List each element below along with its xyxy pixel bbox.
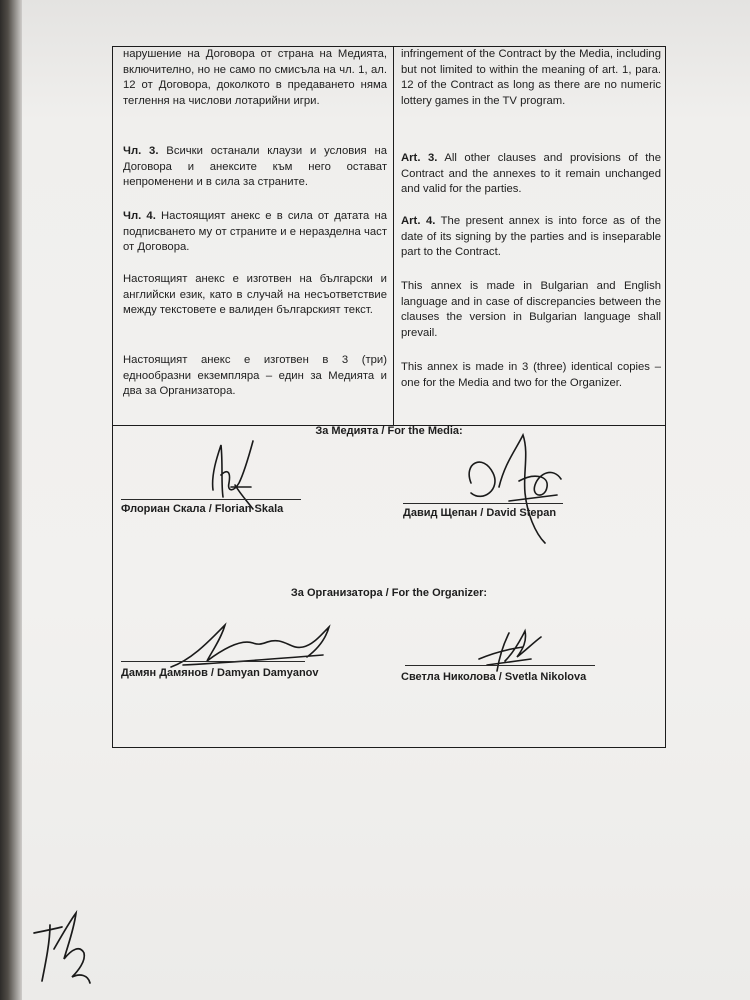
clause-text-bg: Настоящият анекс е изготвен на български и английски език, като в случай на несъответствие между текстовете е валиден българският текст. [123,273,387,317]
clause-text-bg: Настоящият анекс е изготвен в 3 (три) еднообразни екземпляра – един за Медията и два за Организатора. [123,354,387,398]
clause-text-bg: Настоящият анекс е в сила от датата на подписването му от страните и е неразделна част от Договора. [123,210,387,254]
clause-label-en: Art. 3. [401,152,438,164]
clause-text-bg: нарушение на Договора от страна на Медията, включително, но не само по смисъла на чл. 1, ал. 12 от Договора, доколкото в предаването няма теглення на числови лотарийни игри. [123,48,387,107]
clause-label-bg: Чл. 3. [123,145,159,157]
media-signature-heading: За Медията / For the Media: [315,425,463,437]
clause-text-en: The present annex is into force as of the date of its signing by the parties and is inseparable part to the Contract. [401,215,662,259]
clause-art4-bg [123,209,387,256]
clause-text-en: All other clauses and provisions of the Contract and the annexes to it remain unchanged and valid for the parties. [401,152,661,196]
organizer-signature-heading: За Организатора / For the Organizer: [290,587,488,599]
clause-text-en: infringement of the Contract by the Media, including but not limited to within the meaning of art. 1, para. 12 of the Contract as long as there are no numeric lottery games in the TV program. [401,48,661,107]
clause-art3-bg [123,144,387,191]
clause-continuation-en [401,47,661,109]
annex-table [112,46,666,748]
margin-initials [28,905,108,990]
svetla-nikolova-signature-line [405,665,595,666]
clause-art4-en [401,214,661,261]
david-stepan-signature [453,423,573,548]
david-stepan-signature-line [403,503,563,504]
clause-copies-en [401,360,661,391]
damyan-damyanov-name: Дамян Дамянов / Damyan Damyanov [121,667,319,679]
clause-text-bg: Всички останали клаузи и условия на Договора и анексите към него остават непроменени и в сила за страните. [123,145,387,189]
clause-label-bg: Чл. 4. [123,210,156,222]
svetla-nikolova-signature [469,619,549,679]
florian-skala-name: Флориан Скала / Florian Skala [121,503,284,515]
svetla-nikolova-name: Светла Николова / Svetla Nikolova [401,671,587,683]
clause-copies-bg [123,353,387,400]
florian-skala-signature-line [121,499,301,500]
damyan-damyanov-signature-line [121,661,305,662]
clause-continuation-bg [123,47,387,109]
column-divider [393,47,394,425]
clause-language-en [401,279,661,341]
clause-art3-en [401,151,661,198]
damyan-damyanov-signature [163,619,338,674]
david-stepan-name: Давид Щепан / David Stepan [403,507,557,519]
clause-text-en: This annex is made in 3 (three) identical copies – one for the Media and two for the Organizer. [401,361,661,389]
clause-language-bg [123,272,387,319]
clause-text-en: This annex is made in Bulgarian and English language and in case of discrepancies between the clauses the version in Bulgarian language shall prevail. [401,280,661,339]
clause-label-en: Art. 4. [401,215,436,227]
